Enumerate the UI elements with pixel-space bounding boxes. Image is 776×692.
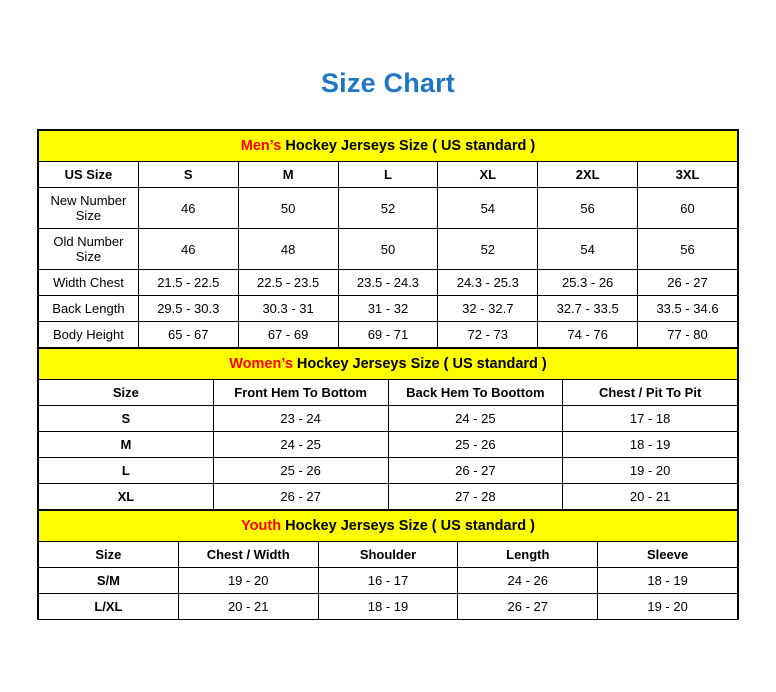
womens-cell-3-0: 26 - 27: [213, 484, 388, 510]
womens-row-label-2: L: [39, 458, 214, 484]
womens-size-table: [38, 348, 738, 510]
mens-cell-2-0: 21.5 - 22.5: [138, 270, 238, 296]
youth-section-heading-row: [39, 511, 738, 542]
womens-column-header-row: [39, 380, 738, 406]
table-row: [39, 406, 738, 432]
youth-cell-0-1: 16 - 17: [318, 568, 458, 594]
mens-cell-1-0: 46: [138, 229, 238, 270]
mens-row-label-2: Width Chest: [39, 270, 139, 296]
womens-col-header-1: Front Hem To Bottom: [213, 380, 388, 406]
womens-cell-0-0: 23 - 24: [213, 406, 388, 432]
mens-cell-3-1: 30.3 - 31: [238, 296, 338, 322]
mens-cell-4-3: 72 - 73: [438, 322, 538, 348]
mens-col-header-1: S: [138, 162, 238, 188]
womens-cell-0-2: 17 - 18: [563, 406, 738, 432]
womens-heading-accent: Women’s: [229, 356, 293, 372]
youth-cell-1-3: 19 - 20: [598, 594, 738, 620]
table-row: [39, 296, 738, 322]
mens-cell-0-4: 56: [538, 188, 638, 229]
youth-section-heading: [39, 511, 738, 542]
youth-col-header-1: Chest / Width: [178, 542, 318, 568]
mens-cell-1-1: 48: [238, 229, 338, 270]
youth-col-header-0: Size: [39, 542, 179, 568]
mens-size-table: [38, 130, 738, 348]
mens-row-label-1: Old Number Size: [39, 229, 139, 270]
womens-cell-0-1: 24 - 25: [388, 406, 563, 432]
youth-col-header-3: Length: [458, 542, 598, 568]
table-row: [39, 322, 738, 348]
mens-cell-3-3: 32 - 32.7: [438, 296, 538, 322]
mens-col-header-0: US Size: [39, 162, 139, 188]
table-row: [39, 484, 738, 510]
mens-col-header-3: L: [338, 162, 438, 188]
youth-heading-rest: Hockey Jerseys Size ( US standard ): [281, 518, 535, 534]
mens-cell-3-0: 29.5 - 30.3: [138, 296, 238, 322]
mens-cell-4-0: 65 - 67: [138, 322, 238, 348]
youth-cell-1-2: 26 - 27: [458, 594, 598, 620]
table-row: [39, 458, 738, 484]
womens-cell-2-0: 25 - 26: [213, 458, 388, 484]
womens-section-heading: [39, 349, 738, 380]
womens-cell-1-2: 18 - 19: [563, 432, 738, 458]
womens-cell-1-0: 24 - 25: [213, 432, 388, 458]
mens-section-heading: [39, 131, 738, 162]
womens-section-heading-row: [39, 349, 738, 380]
mens-cell-4-5: 77 - 80: [638, 322, 738, 348]
mens-heading-accent: Men’s: [240, 138, 282, 154]
table-row: [39, 270, 738, 296]
mens-col-header-6: 3XL: [638, 162, 738, 188]
table-row: [39, 188, 738, 229]
mens-cell-3-2: 31 - 32: [338, 296, 438, 322]
youth-cell-1-0: 20 - 21: [178, 594, 318, 620]
page-title: Size Chart: [320, 68, 456, 98]
mens-cell-0-5: 60: [638, 188, 738, 229]
womens-row-label-1: M: [39, 432, 214, 458]
mens-heading-rest: Hockey Jerseys Size ( US standard ): [281, 138, 536, 154]
womens-cell-1-1: 25 - 26: [388, 432, 563, 458]
youth-row-label-1: L/XL: [39, 594, 179, 620]
youth-heading-accent: Youth: [241, 518, 282, 534]
mens-cell-2-3: 24.3 - 25.3: [438, 270, 538, 296]
mens-row-label-3: Back Length: [39, 296, 139, 322]
mens-cell-2-5: 26 - 27: [638, 270, 738, 296]
youth-size-table: [38, 510, 738, 620]
youth-cell-0-3: 18 - 19: [598, 568, 738, 594]
mens-cell-4-1: 67 - 69: [238, 322, 338, 348]
mens-row-label-4: Body Height: [39, 322, 139, 348]
womens-col-header-3: Chest / Pit To Pit: [563, 380, 738, 406]
youth-column-header-row: [39, 542, 738, 568]
mens-cell-2-1: 22.5 - 23.5: [238, 270, 338, 296]
womens-row-label-0: S: [39, 406, 214, 432]
mens-row-label-0: New Number Size: [39, 188, 139, 229]
youth-cell-0-2: 24 - 26: [458, 568, 598, 594]
size-chart-tables: [37, 129, 739, 620]
mens-cell-2-4: 25.3 - 26: [538, 270, 638, 296]
mens-cell-1-5: 56: [638, 229, 738, 270]
table-row: [39, 432, 738, 458]
mens-section-heading-row: [39, 131, 738, 162]
mens-cell-4-2: 69 - 71: [338, 322, 438, 348]
mens-cell-1-2: 50: [338, 229, 438, 270]
table-row: [39, 568, 738, 594]
table-row: [39, 229, 738, 270]
womens-heading-rest: Hockey Jerseys Size ( US standard ): [292, 356, 547, 372]
mens-cell-3-4: 32.7 - 33.5: [538, 296, 638, 322]
youth-col-header-2: Shoulder: [318, 542, 458, 568]
mens-cell-4-4: 74 - 76: [538, 322, 638, 348]
womens-col-header-0: Size: [39, 380, 214, 406]
mens-col-header-5: 2XL: [538, 162, 638, 188]
mens-cell-1-4: 54: [538, 229, 638, 270]
mens-col-header-4: XL: [438, 162, 538, 188]
youth-cell-1-1: 18 - 19: [318, 594, 458, 620]
womens-cell-2-1: 26 - 27: [388, 458, 563, 484]
womens-cell-3-2: 20 - 21: [563, 484, 738, 510]
mens-cell-0-0: 46: [138, 188, 238, 229]
mens-cell-3-5: 33.5 - 34.6: [638, 296, 738, 322]
mens-cell-2-2: 23.5 - 24.3: [338, 270, 438, 296]
mens-cell-0-2: 52: [338, 188, 438, 229]
table-row: [39, 594, 738, 620]
mens-column-header-row: [39, 162, 738, 188]
youth-cell-0-0: 19 - 20: [178, 568, 318, 594]
womens-col-header-2: Back Hem To Boottom: [388, 380, 563, 406]
mens-cell-0-1: 50: [238, 188, 338, 229]
mens-cell-1-3: 52: [438, 229, 538, 270]
youth-col-header-4: Sleeve: [598, 542, 738, 568]
womens-cell-2-2: 19 - 20: [563, 458, 738, 484]
mens-cell-0-3: 54: [438, 188, 538, 229]
youth-row-label-0: S/M: [39, 568, 179, 594]
mens-col-header-2: M: [238, 162, 338, 188]
womens-cell-3-1: 27 - 28: [388, 484, 563, 510]
womens-row-label-3: XL: [39, 484, 214, 510]
